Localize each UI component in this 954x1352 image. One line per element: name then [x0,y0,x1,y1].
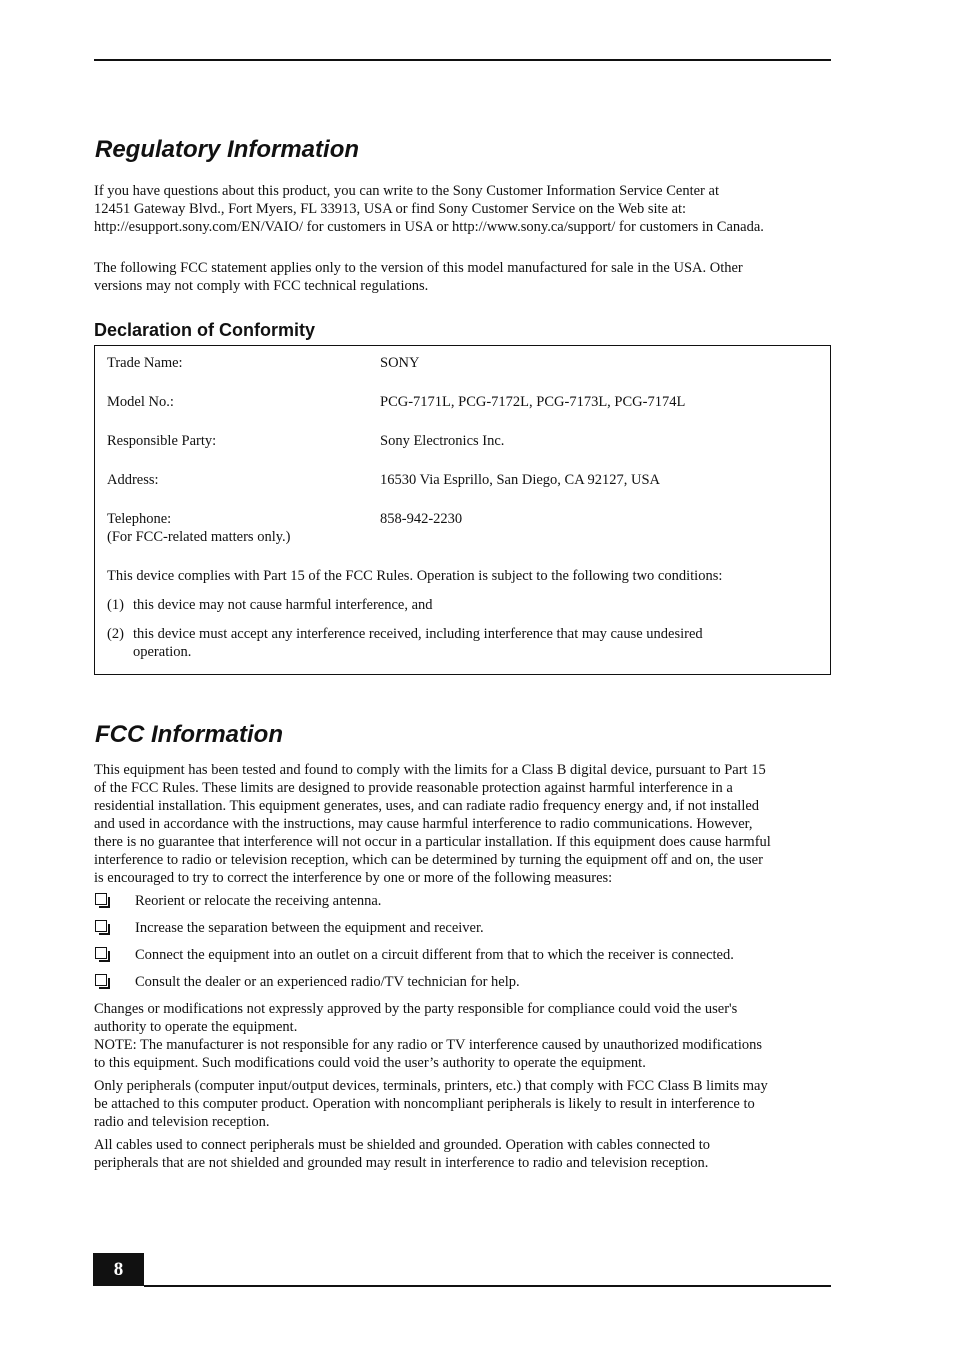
list-item: Increase the separation between the equipment and receiver. [94,919,831,937]
fcc-intro-paragraph: This equipment has been tested and found to comply with the limits for a Class B digital device, pursuant to Part 15 of the FCC Rules. These limits are designed to provide reasonable protection against harmful interference in a residential installation. This equipment generates, uses, and can radiate radio frequency energy and, if not installed and used in accordance with the instructions, may cause harmful interference to radio communications. However, there is no guarantee that interference will not occur in a particular installation. If this equipment does cause harmful interference to radio or television reception, which can be determined by turning the equipment off and on, the user is encouraged to try to correct the interference by one or more of the following measures: [94,762,771,886]
top-rule [94,59,831,61]
bottom-rule [144,1285,831,1287]
regulatory-paragraph-2: The following FCC statement applies only to the version of this model manufactured for sale in the USA. Other versions may not comply with FCC technical regulations. [94,260,743,294]
declaration-row-address: Address: 16530 Via Esprillo, San Diego, CA 92127, USA [107,472,661,488]
declaration-row-telephone: Telephone: (For FCC-related matters only.) 858-942-2230 [107,511,463,545]
condition-item: (1) this device may not cause harmful interference, and [107,597,433,613]
page-content [94,134,831,1172]
fcc-peripherals-paragraph: Only peripherals (computer input/output devices, terminals, printers, etc.) that comply with FCC Class B limits may be attached to this computer product. Operation with noncompliant peripherals is likely to result in interference to radio and television reception. [94,1078,768,1130]
regulatory-paragraph-1: If you have questions about this product, you can write to the Sony Customer Information Service Center at 12451 Gateway Blvd., Fort Myers, FL 33913, USA or find Sony Customer Service on the Web site at: http://esupport.sony.com/EN/VAIO/ for customers in USA or http://www.sony.ca/support/ for customers in Canada. [94,183,764,235]
fcc-changes-paragraph: Changes or modifications not expressly approved by the party responsible for compliance could void the user's authority to operate the equipment. NOTE: The manufacturer is not responsible for any radio or TV interference caused by unauthorized modifications to this equipment. Such modifications could void the user’s authority to operate the equipment. [94,1001,762,1071]
declaration-row-trade-name: Trade Name: SONY [107,355,420,371]
fcc-title: FCC Information [95,721,283,748]
fcc-cables-paragraph: All cables used to connect peripherals must be shielded and grounded. Operation with cables connected to peripherals that are not shielded and grounded may result in interference to radio and television reception. [94,1137,711,1171]
checkbox-icon [95,974,107,986]
checkbox-icon [95,893,107,905]
checkbox-icon [95,920,107,932]
declaration-statement: This device complies with Part 15 of the FCC Rules. Operation is subject to the following two conditions: [107,568,723,584]
list-item: Connect the equipment into an outlet on a circuit different from that to which the receiver is connected. [94,946,831,964]
checkbox-icon [95,947,107,959]
measures-list [94,892,831,991]
declaration-title: Declaration of Conformity [94,320,316,340]
declaration-box [94,345,831,675]
condition-item: (2) this device must accept any interference received, including interference that may cause undesired operation. [107,626,703,660]
list-item: Reorient or relocate the receiving antenna. [94,892,831,910]
list-item: Consult the dealer or an experienced radio/TV technician for help. [94,973,831,991]
page-number: 8 [93,1253,144,1286]
declaration-row-model: Model No.: PCG-7171L, PCG-7172L, PCG-7173L, PCG-7174L [107,394,686,410]
declaration-row-responsible-party: Responsible Party: Sony Electronics Inc. [107,433,505,449]
regulatory-title: Regulatory Information [95,136,360,163]
